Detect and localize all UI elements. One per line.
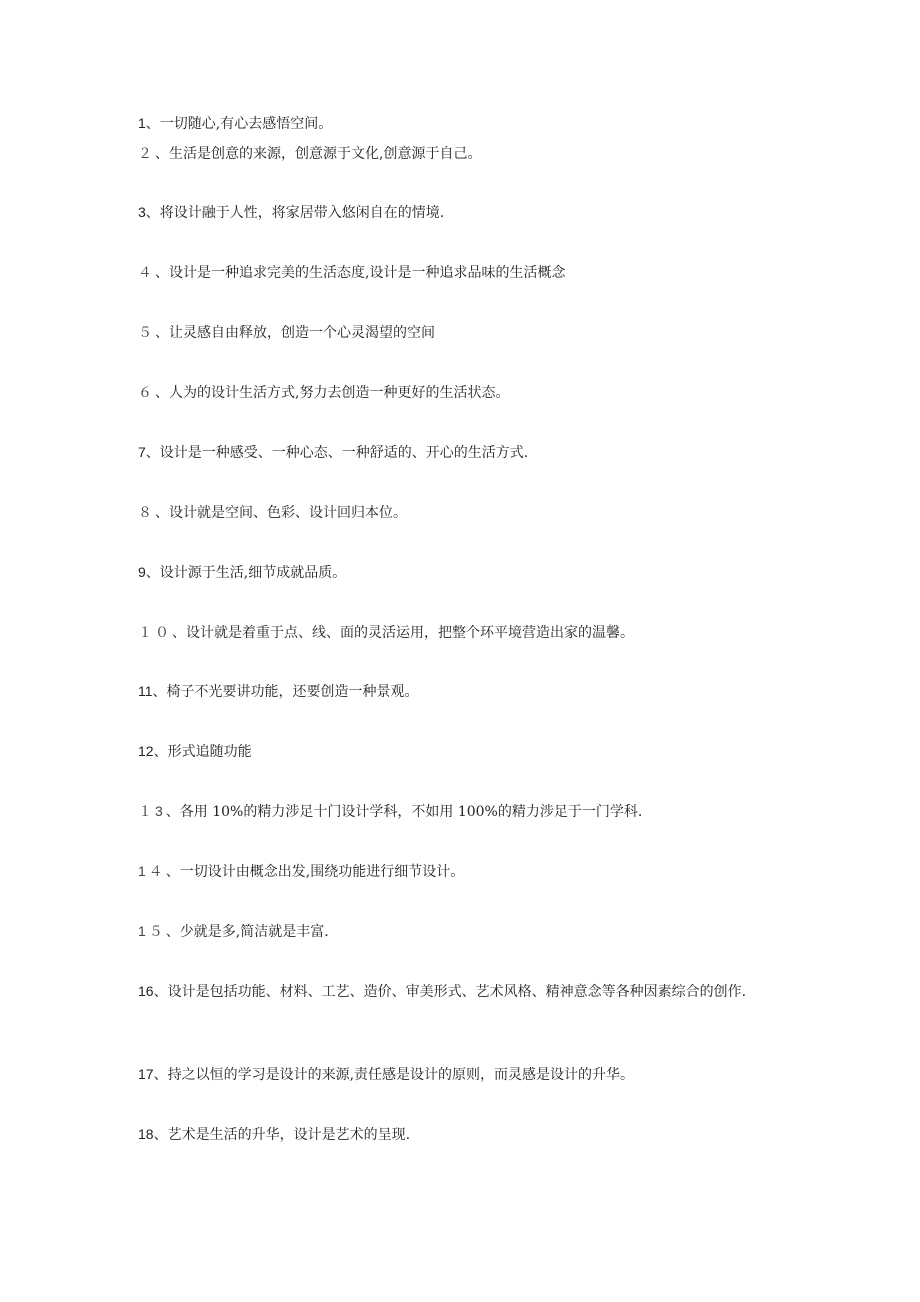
item-text: 、设计就是着重于点、线、面的灵活运用，把整个环平境营造出家的温馨。 xyxy=(172,625,634,641)
item-number: 9 xyxy=(138,564,146,580)
list-item xyxy=(138,381,798,405)
list-item xyxy=(138,860,798,884)
item-number: 16 xyxy=(138,983,154,999)
list-item xyxy=(138,740,798,764)
item-text: 、少就是多,简洁就是丰富. xyxy=(165,924,329,940)
item-number: 1５ xyxy=(138,923,166,939)
item-number: 1 xyxy=(138,115,146,131)
list-item xyxy=(138,800,798,824)
item-text: 、艺术是生活的升华，设计是艺术的呈现. xyxy=(153,1127,411,1143)
item-text: 、一切随心,有心去感悟空间。 xyxy=(145,116,333,132)
item-number: 1４ xyxy=(138,863,166,879)
item-text: 、形式追随功能 xyxy=(153,744,252,760)
item-text: 、一切设计由概念出发,围绕功能进行细节设计。 xyxy=(165,864,465,880)
item-number: 11 xyxy=(138,683,153,699)
item-text: 、人为的设计生活方式,努力去创造一种更好的生活状态。 xyxy=(155,385,510,401)
item-number: ２ xyxy=(138,145,155,161)
item-text: 、各用 10%的精力涉足十门设计学科，不如用 100%的精力涉足于一门学科. xyxy=(165,804,643,820)
list-item xyxy=(138,201,798,225)
item-text: 、设计源于生活,细节成就品质。 xyxy=(145,565,347,581)
item-text: 、将设计融于人性，将家居带入悠闲自在的情境. xyxy=(145,205,445,221)
item-number: 17 xyxy=(138,1066,154,1082)
item-text: 、设计是一种追求完美的生活态度,设计是一种追求品味的生活概念 xyxy=(155,265,566,281)
list-item xyxy=(138,441,798,465)
list-item xyxy=(138,142,798,166)
list-item xyxy=(138,621,798,645)
item-number: ５ xyxy=(138,324,155,340)
item-number: １3 xyxy=(138,803,166,819)
item-number: １０ xyxy=(138,624,172,640)
list-item xyxy=(138,1063,798,1087)
item-text: 、设计就是空间、色彩、设计回归本位。 xyxy=(155,505,407,521)
list-item xyxy=(138,1123,798,1147)
item-number: ４ xyxy=(138,264,155,280)
item-number: ６ xyxy=(138,384,155,400)
item-number: 7 xyxy=(138,444,146,460)
item-text: 、设计是一种感受、一种心态、一种舒适的、开心的生活方式. xyxy=(145,445,529,461)
list-item xyxy=(138,680,798,704)
item-number: 3 xyxy=(138,204,146,220)
item-text: 、椅子不光要讲功能，还要创造一种景观。 xyxy=(152,684,419,700)
item-text: 、让灵感自由释放，创造一个心灵渴望的空间 xyxy=(155,325,435,341)
item-text: 、持之以恒的学习是设计的来源,责任感是设计的原则，而灵感是设计的升华。 xyxy=(153,1067,635,1083)
list-item xyxy=(138,261,798,285)
item-text: 、设计是包括功能、材料、工艺、造价、审美形式、艺术风格、精神意念等各种因素综合的创作. xyxy=(153,984,747,1000)
list-item xyxy=(138,321,798,345)
item-number: ８ xyxy=(138,504,155,520)
list-item xyxy=(138,980,798,1004)
item-text: 、生活是创意的来源，创意源于文化,创意源于自己。 xyxy=(155,146,482,162)
list-item xyxy=(138,112,798,136)
item-number: 12 xyxy=(138,743,154,759)
list-item xyxy=(138,501,798,525)
list-item xyxy=(138,920,798,944)
item-number: 18 xyxy=(138,1126,154,1142)
list-item xyxy=(138,561,798,585)
